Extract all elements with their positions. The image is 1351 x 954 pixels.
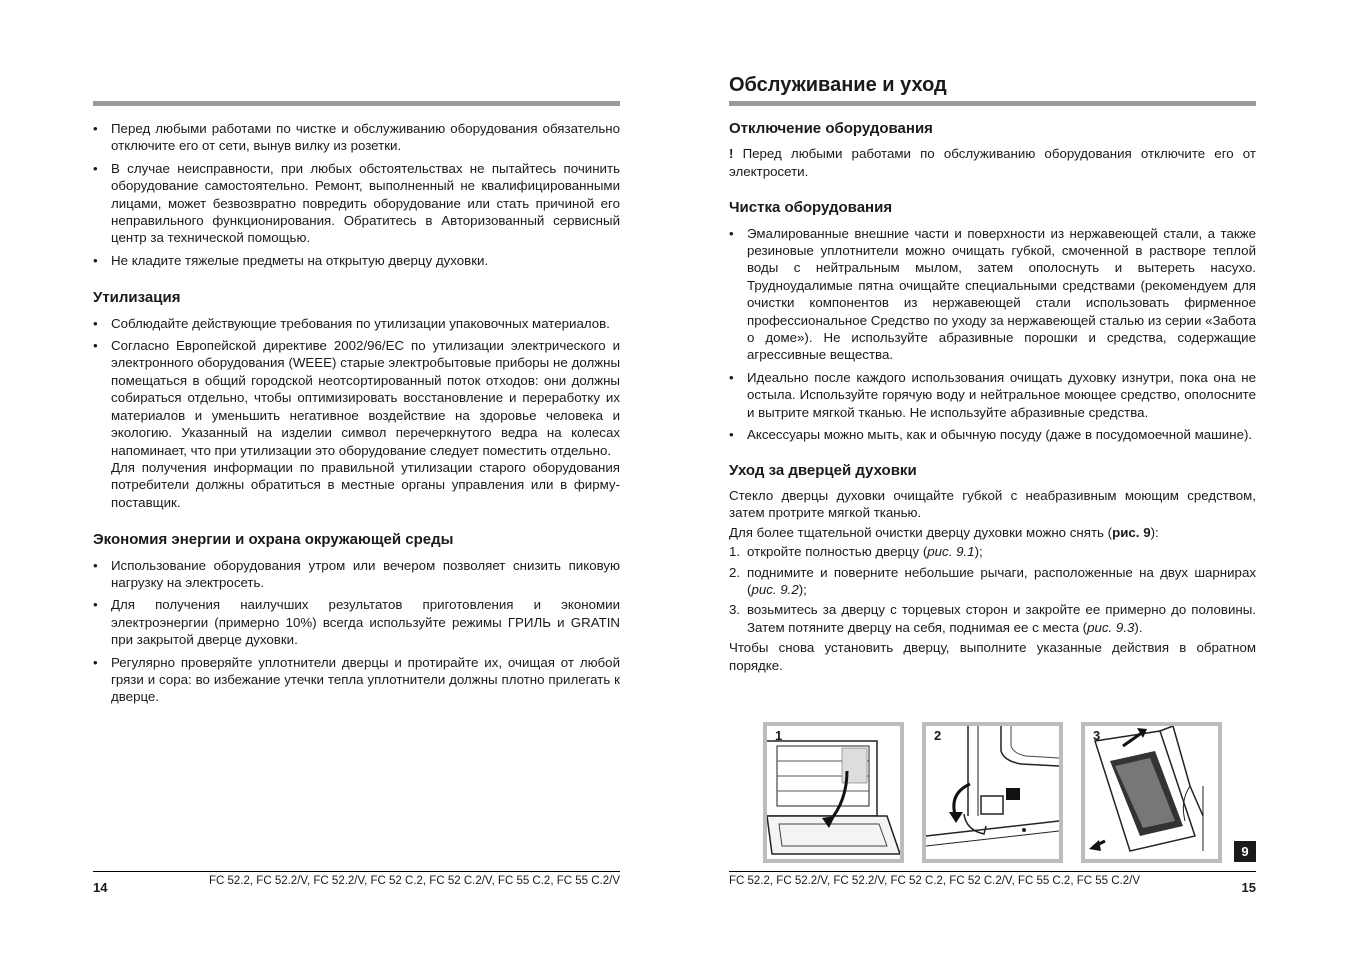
- figure-9-3: [1081, 722, 1222, 863]
- warning-mark: !: [729, 146, 734, 162]
- door-text: Стекло дверцы духовки очищайте губкой с неабразивным моющим средством, затем протрите мягкой тканью.: [729, 487, 1256, 521]
- disposal-heading: Утилизация: [93, 289, 181, 307]
- figure-label: 3: [1093, 728, 1101, 743]
- figure-9-1: [763, 722, 904, 863]
- door-refit-text: Чтобы снова установить дверцу, выполните указанные действия в обратном порядке.: [729, 640, 1256, 673]
- page-number: 15: [1241, 880, 1256, 895]
- list-item: • Не кладите тяжелые предметы на открытую дверцу духовки.: [93, 252, 489, 268]
- footer-rule: [729, 871, 1256, 872]
- right-content: [729, 120, 1256, 676]
- figure-9-2: [922, 722, 1063, 863]
- list-item: • Для получения наилучших результатов приготовления и экономии электроэнергии (примерно 10%) всегда используйте режимы ГРИЛЬ и GRATIN при закрытой дверце духовки.: [93, 597, 620, 648]
- cleaning-heading: Чистка оборудования: [729, 199, 893, 217]
- list-item: • Перед любыми работами по чистке и обслуживанию оборудования обязательно отключите его от сети, вынув вилку из розетки.: [93, 121, 620, 154]
- hinge-lever-illustration: [926, 726, 1059, 859]
- energy-list: [93, 557, 620, 706]
- model-list: FC 52.2, FC 52.2/V, FC 52.2/V, FC 52 C.2, FC 52 C.2/V, FC 55 C.2, FC 55 C.2/V: [729, 875, 1140, 887]
- oven-door-open-illustration: [767, 726, 900, 859]
- header-rule: [729, 101, 1256, 106]
- door-heading: Уход за дверцей духовки: [729, 461, 917, 479]
- list-item: • Регулярно проверяйте уплотнители дверцы и протирайте их, очищая от любой грязи и сора: во избежание утечки тепла уплотнители должны плотно прилегать к дверце.: [93, 654, 620, 705]
- figure-number-badge: 9: [1234, 841, 1256, 862]
- list-item: • Аксессуары можно мыть, как и обычную посуду (даже в посудомоечной машине).: [729, 427, 1253, 443]
- step-item: 1. откройте полностью дверцу (рис. 9.1);: [729, 544, 983, 560]
- list-item: • Идеально после каждого использования очищать духовку изнутри, пока она не остыла. Используйте горячую воду и нейтральное моющее средство, ополосните и вытрите мягкой тканью. Не используйте абразивные средства.: [729, 369, 1256, 420]
- door-removal-illustration: [1085, 726, 1218, 859]
- cleaning-list: [729, 225, 1256, 444]
- list-item: • Эмалированные внешние части и поверхности из нержавеющей стали, а также резиновые уплотнители можно очищать губкой, смоченной в растворе теплой воды с нейтральным мылом, затем ополоснуть и вытереть насухо. Трудноудалимые пятна очищайте специальными средствами (рекомендуем для очистки компонентов из нержавеющей стали использовать фирменное профессиональное Средство по уходу за нержавеющей сталью из серии «Забота о доме»). Не используйте абразивные порошки и средства, содержащие агрессивные вещества.: [729, 225, 1256, 363]
- left-content: [93, 120, 620, 711]
- step-item: 2. поднимите и поверните небольшие рычаги, расположенные на двух шарнирах (рис. 9.2);: [729, 564, 1256, 597]
- figure-label: 1: [775, 728, 783, 743]
- disposal-info-text: Для получения информации по правильной утилизации старого оборудования потребители должны обратиться в местные органы управления или в фирму-поставщик.: [111, 459, 620, 510]
- list-item: • Соблюдайте действующие требования по утилизации упаковочных материалов.: [93, 315, 610, 331]
- page-number: 14: [93, 880, 108, 895]
- safety-list: [93, 120, 620, 269]
- page-title: Обслуживание и уход: [729, 74, 947, 96]
- disconnect-text: ! Перед любыми работами по обслуживанию оборудования отключите его от электросети.: [729, 146, 1256, 179]
- disposal-list: [93, 315, 620, 511]
- figure-label: 2: [934, 728, 942, 743]
- list-item: • В случае неисправности, при любых обстоятельствах не пытайтесь починить оборудование самостоятельно. Ремонт, выполненный не квалифицированными лицами, может безвозвратно повредить оборудование или стать причиной его неправильного функционирования. Обратитесь в Авторизованный сервисный центр за технической помощью.: [93, 160, 620, 246]
- door-remove-intro: Для более тщательной очистки дверцу духовки можно снять (рис. 9):: [729, 524, 1159, 540]
- footer-rule: [93, 871, 620, 872]
- list-item: • Согласно Европейской директиве 2002/96/ЕС по утилизации электрического и электронного оборудования (WEEE) старые электробытовые приборы не должны помещаться в общий городской неотсортированный поток отходов: они должны собираться отдельно, чтобы оптимизировать восстановление и переработку их материалов и уменьшить негативное воздействие на здоровье человека и экологию. Указанный на изделии символ перечеркнутого ведра на колесах напоминает, что при утилизации это оборудование следует поместить отдельно. Для получения информации по правильной утилизации старого оборудования потребители должны обратиться в местные органы управления или в фирму-поставщик.: [93, 338, 620, 510]
- energy-heading: Экономия энергии и охрана окружающей среды: [93, 531, 454, 549]
- model-list: FC 52.2, FC 52.2/V, FC 52.2/V, FC 52 C.2, FC 52 C.2/V, FC 55 C.2, FC 55 C.2/V: [209, 875, 620, 887]
- list-item: • Использование оборудования утром или вечером позволяет снизить пиковую нагрузку на электросеть.: [93, 557, 620, 590]
- door-steps: [729, 543, 1256, 636]
- step-item: 3. возьмитесь за дверцу с торцевых сторон и закройте ее примерно до половины. Затем потяните дверцу на себя, поднимая ее с места (рис. 9.3).: [729, 602, 1256, 635]
- header-rule: [93, 101, 620, 106]
- disconnect-heading: Отключение оборудования: [729, 120, 933, 137]
